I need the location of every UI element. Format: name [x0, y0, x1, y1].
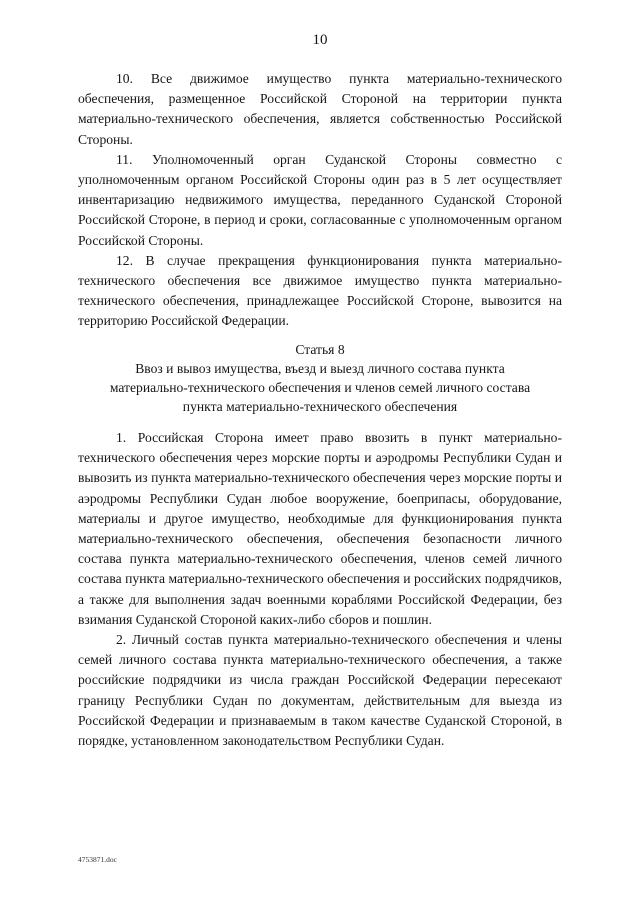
article-title-line: материально-технического обеспечения и членов семей личного состава	[109, 380, 531, 395]
page-number: 10	[312, 32, 328, 48]
section-2	[78, 428, 562, 751]
article-title-line: Ввоз и вывоз имущества, въезд и выезд личного состава пункта	[135, 361, 505, 376]
article-number: Статья 8	[295, 342, 345, 357]
paragraph-2: 2. Личный состав пункта материально-технического обеспечения и члены семей личного состава пункта материально-технического обеспечения, а также российские подрядчики из числа граждан Российской Федерации пересекают границу Республики Судан по документам, действительным для выезда из Российской Федерации и признаваемым в таком качестве Суданской Стороной, в порядке, установленном законодательством Республики Судан.	[78, 632, 562, 749]
paragraph-1: 1. Российская Сторона имеет право ввозить в пункт материально-технического обеспечения через морские порты и аэродромы Республики Судан и вывозить из пункта материально-технического обеспечения через морские порты и аэродромы Республики Судан любое вооружение, боеприпасы, оборудование, материалы и другое имущество, необходимые для функционирования пункта материально-технического обеспечения, обеспечения безопасности личного состава пункта материально-технического обеспечения, членов семей личного состава пункта материально-технического обеспечения и российских подрядчиков, а также для выполнения задач военными кораблями Российской Федерации, без взимания Суданской Стороной каких-либо сборов и пошлин.	[78, 430, 562, 627]
paragraph-12: 12. В случае прекращения функционирования пункта материально-технического обеспечения все движимое имущество пункта материально-технического обеспечения, принадлежащее Российской Стороне, вывозится на территорию Российской Федерации.	[78, 252, 562, 329]
article-title-line: пункта материально-технического обеспечения	[182, 399, 458, 414]
paragraph-11: 11. Уполномоченный орган Суданской Стороны совместно с уполномоченным органом Российской Стороны один раз в 5 лет осуществляет инвентаризацию недвижимого имущества, переданного Суданской Стороной Российской Стороне, в период и сроки, согласованные с уполномоченным органом Российской Стороны.	[78, 151, 562, 248]
article-heading	[78, 340, 562, 416]
section-1	[78, 69, 562, 332]
paragraph-10: 10. Все движимое имущество пункта материально-технического обеспечения, размещенное Российской Стороной на территории пункта материально-технического обеспечения, является собственностью Российской Стороны.	[78, 71, 562, 147]
document-id: 4753871.doc	[78, 855, 117, 864]
